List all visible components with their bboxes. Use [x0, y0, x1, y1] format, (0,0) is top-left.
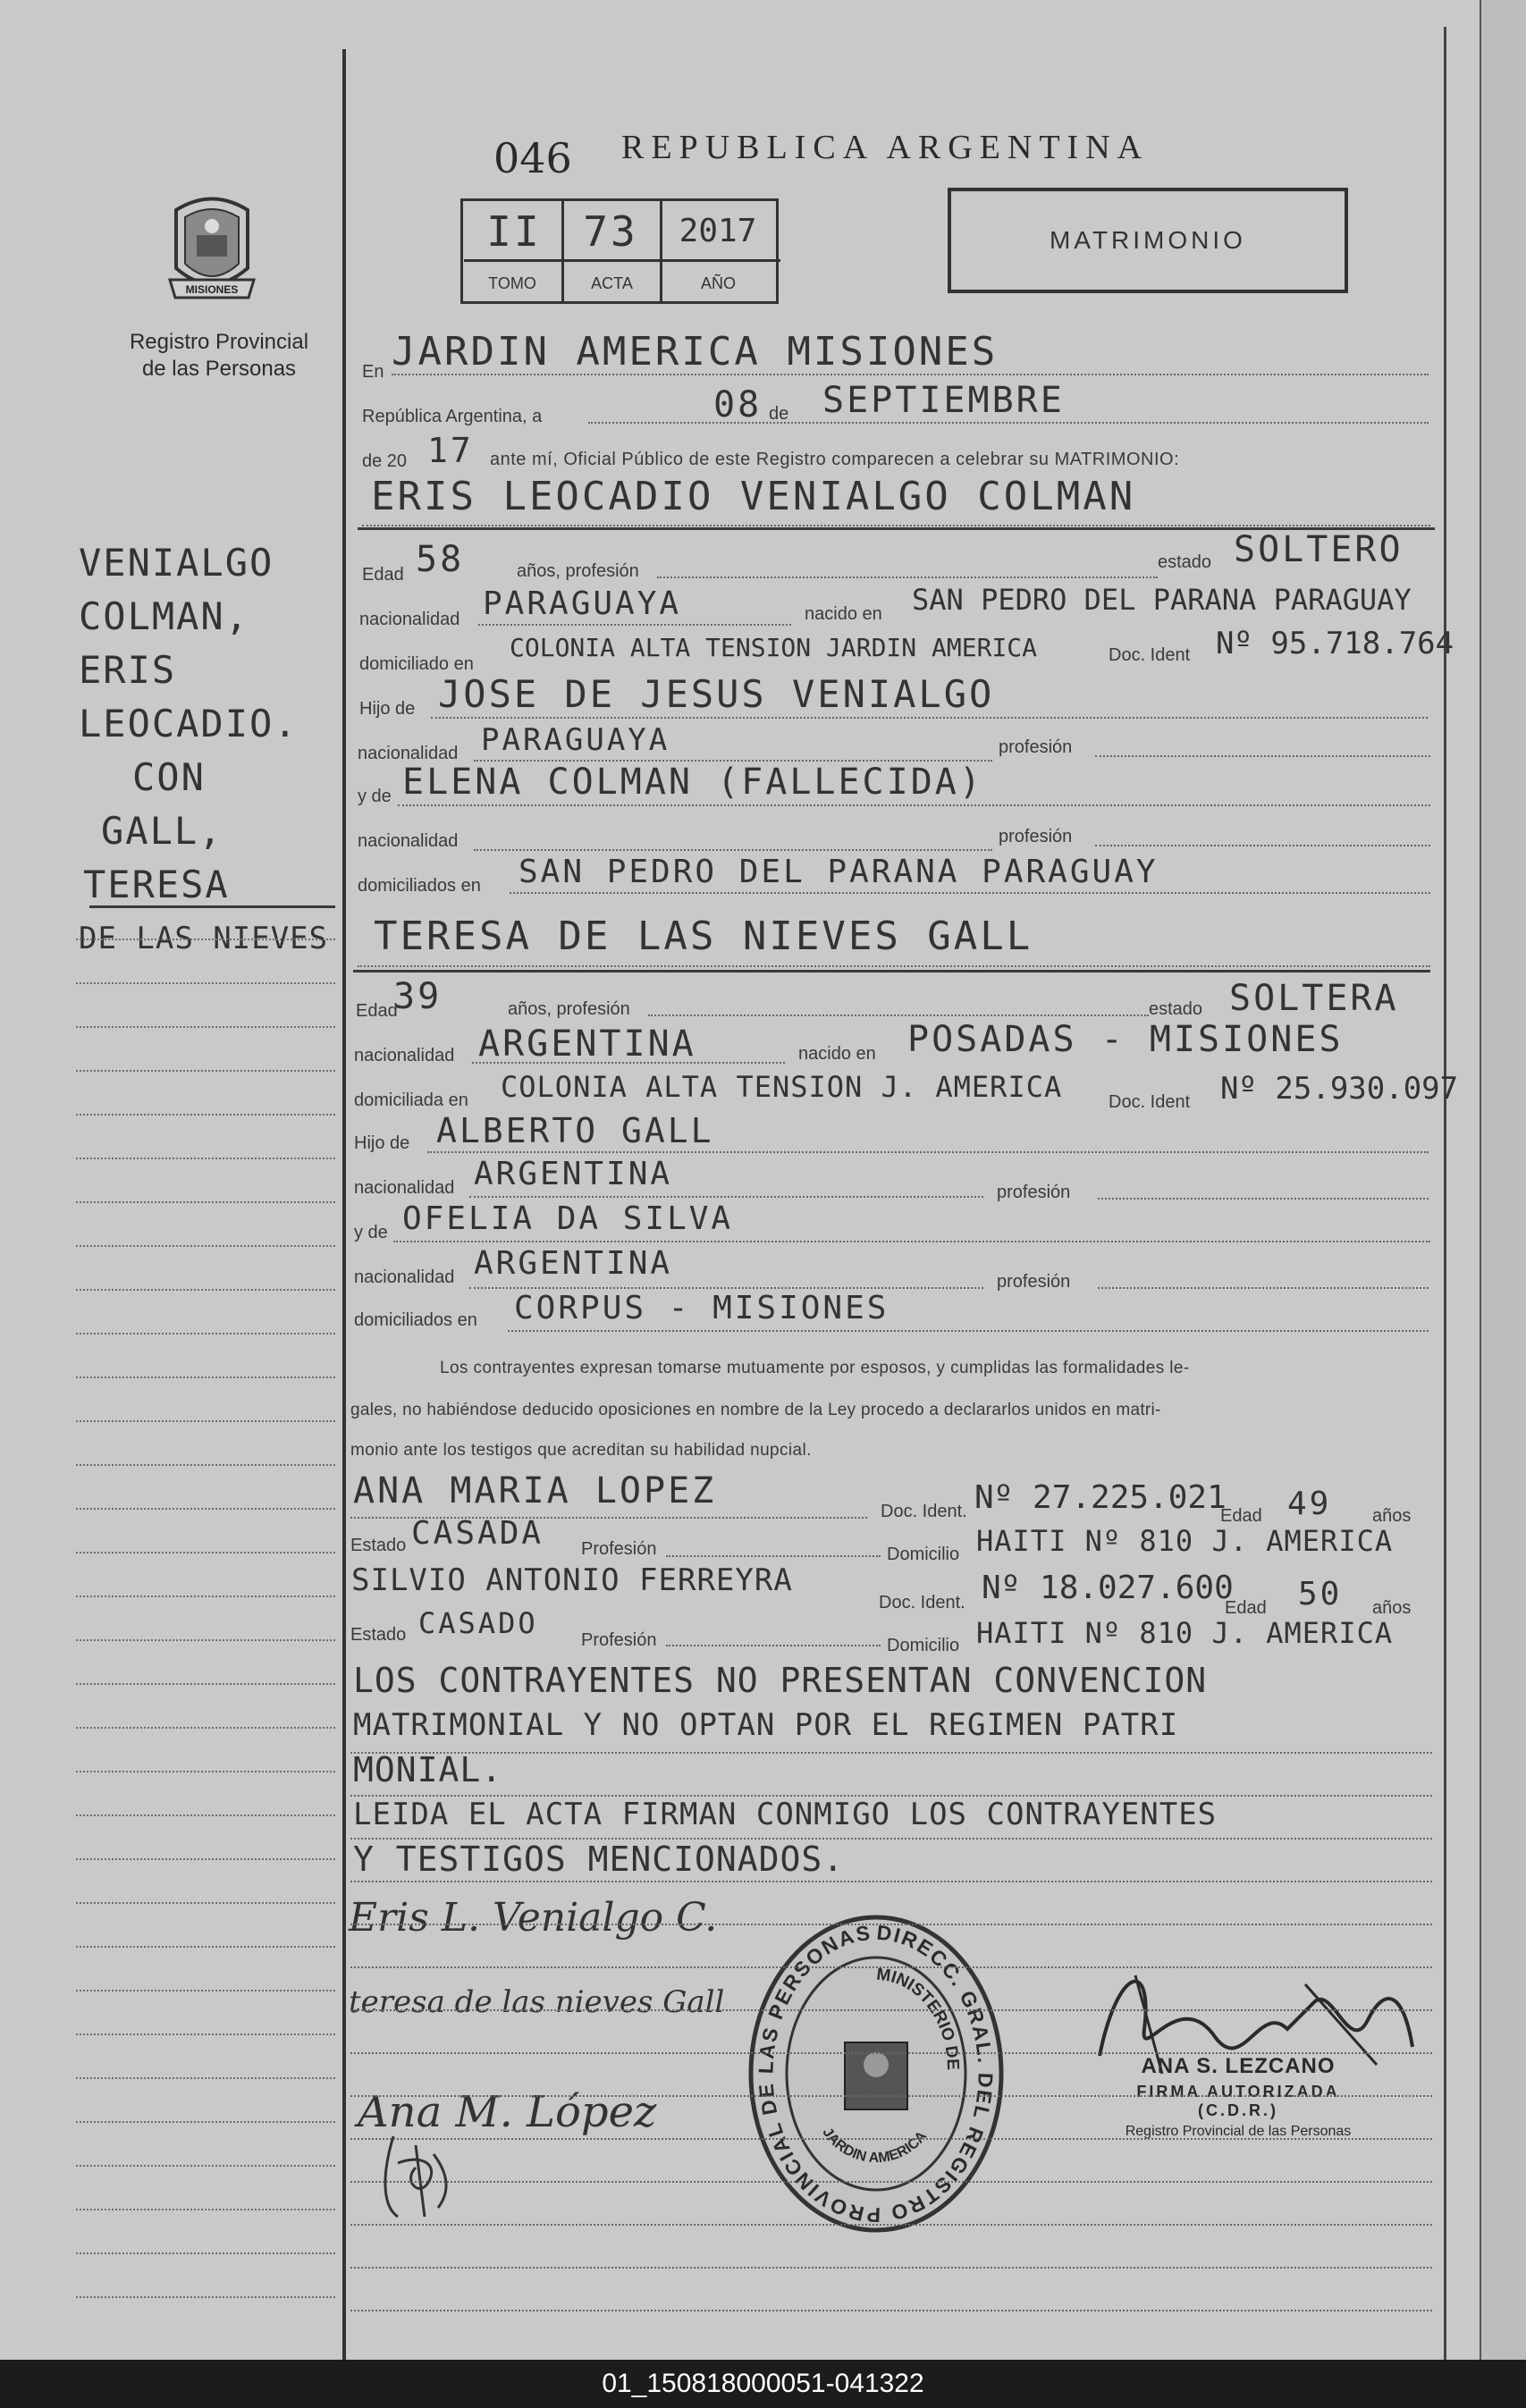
margin-rule: [76, 1201, 335, 1203]
margin-line: DE LAS NIEVES: [79, 921, 329, 956]
bride-father: ALBERTO GALL: [436, 1111, 714, 1150]
margin-rule: [76, 1596, 335, 1597]
groom-doc-label: Doc. Ident: [1109, 645, 1191, 665]
margin-rule: [76, 2165, 335, 2167]
witness1-anos-label: años: [1372, 1506, 1412, 1526]
margin-rule: [76, 1464, 335, 1466]
groom-name: ERIS LEOCADIO VENIALGO COLMAN: [371, 474, 1136, 519]
witness1-edad: 49: [1287, 1486, 1332, 1522]
bride-parents-dom-label: domiciliados en: [354, 1310, 477, 1330]
year-suffix: 17: [427, 431, 474, 470]
margin-rule: [76, 1333, 335, 1335]
declaration-line2: gales, no habiéndose deducido oposiciones en nombre de la Ley procedo a declararlos unidos en matri-: [350, 1401, 1161, 1419]
groom-parents-dom: SAN PEDRO DEL PARANA PARAGUAY: [519, 854, 1159, 890]
province-emblem: [163, 192, 261, 308]
emblem-text: MISIONES: [185, 283, 239, 296]
page-number: 046: [493, 134, 572, 182]
body-rule: [350, 2095, 1432, 2097]
witness2-edad: 50: [1298, 1576, 1343, 1612]
bride-edad: 39: [393, 976, 443, 1017]
seal-inner-text: MINISTERIO DE: [875, 1965, 963, 2071]
witness2-prof-label: Profesión: [581, 1630, 657, 1650]
groom-edad-label: Edad: [362, 565, 404, 585]
bride-domicilio: COLONIA ALTA TENSION J. AMERICA: [501, 1070, 1063, 1104]
seal-ring-text: DIRECC. GRAL. DEL REGISTRO PROVINCIAL DE LAS PERSONAS: [754, 1920, 998, 2227]
margin-rule: [76, 1420, 335, 1422]
margin-divider: [342, 49, 346, 2360]
bride-father-prof-label: profesión: [997, 1183, 1071, 1202]
signature-witness2: [367, 2127, 465, 2226]
signature-groom: Eris L. Venialgo C.: [349, 1895, 718, 1941]
margin-rule: [76, 1508, 335, 1510]
bride-parents-dom: CORPUS - MISIONES: [514, 1290, 889, 1326]
groom-mother-label: y de: [358, 787, 392, 806]
de-label: de: [769, 404, 789, 424]
bride-father-nac-label: nacionalidad: [354, 1178, 455, 1198]
body-rule: [350, 1752, 1432, 1754]
margin-rule: [76, 1552, 335, 1553]
witness1-estado-label: Estado: [350, 1536, 407, 1555]
body-rule: [350, 1881, 1432, 1882]
margin-rule: [76, 1858, 335, 1860]
margin-rule: [76, 939, 335, 940]
body-rule: [350, 2009, 1432, 2011]
declaration-line3: monio ante los testigos que acreditan su habilidad nupcial.: [350, 1441, 812, 1460]
bride-name: TERESA DE LAS NIEVES GALL: [374, 914, 1033, 959]
groom-mother-nac-label: nacionalidad: [358, 831, 459, 851]
intro-text: ante mí, Oficial Público de este Registro comparecen a celebrar su MATRIMONIO:: [490, 450, 1180, 469]
acta-label: ACTA: [591, 274, 633, 292]
registry-name: [107, 329, 331, 383]
day-value: 08: [713, 384, 763, 425]
witness2-doc-label: Doc. Ident.: [879, 1593, 965, 1612]
bride-estado-label: estado: [1149, 999, 1203, 1019]
stamp-name: ANA S. LEZCANO: [1141, 2054, 1336, 2078]
witness2-estado: CASADO: [418, 1606, 538, 1640]
witness2-doc: Nº 18.027.600: [982, 1570, 1234, 1606]
note-line: LEIDA EL ACTA FIRMAN CONMIGO LOS CONTRAYENTES: [353, 1797, 1218, 1832]
witness2-name: SILVIO ANTONIO FERREYRA: [351, 1562, 793, 1598]
bride-mother-label: y de: [354, 1223, 388, 1242]
groom-mother-prof-label: profesión: [999, 827, 1073, 846]
acta-value: 73: [583, 207, 638, 256]
margin-line: LEOCADIO.: [79, 702, 299, 745]
body-rule: [350, 2138, 1432, 2140]
place-value: JARDIN AMERICA MISIONES: [392, 329, 999, 375]
margin-line: GALL,: [101, 809, 223, 853]
bride-mother-prof-label: profesión: [997, 1272, 1071, 1292]
margin-rule: [76, 1902, 335, 1904]
margin-rule: [76, 2033, 335, 2035]
bride-doc: Nº 25.930.097: [1220, 1071, 1459, 1107]
anio-value: 2017: [679, 213, 757, 249]
groom-nacido-label: nacido en: [805, 604, 882, 624]
margin-line: COLMAN,: [79, 594, 250, 638]
margin-rule: [76, 1771, 335, 1772]
margin-line: CON: [132, 755, 206, 799]
margin-rule: [76, 1727, 335, 1729]
republica-label: República Argentina, a: [362, 407, 543, 426]
witness2-edad-label: Edad: [1225, 1598, 1267, 1618]
body-rule: [350, 2310, 1432, 2311]
margin-rule: [76, 2121, 335, 2123]
margin-rule: [76, 2252, 335, 2254]
groom-dom-label: domiciliado en: [359, 654, 474, 674]
body-rule: [350, 2267, 1432, 2269]
document-id-footer: 01_150818000051-041322: [0, 2360, 1526, 2408]
witness1-name: ANA MARIA LOPEZ: [353, 1470, 717, 1511]
bride-hijo-label: Hijo de: [354, 1133, 410, 1153]
witness1-doc-label: Doc. Ident.: [881, 1502, 967, 1521]
signature-witness1: Ana M. López: [358, 2087, 657, 2137]
witness2-dom-label: Domicilio: [887, 1636, 960, 1655]
margin-rule: [76, 2077, 335, 2079]
country-title: REPUBLICA ARGENTINA: [621, 129, 1150, 166]
margin-line: TERESA: [83, 863, 230, 906]
margin-rule: [76, 1158, 335, 1159]
en-label: En: [362, 362, 384, 382]
groom-father: JOSE DE JESUS VENIALGO: [438, 672, 995, 716]
witness1-doc: Nº 27.225.021: [974, 1479, 1227, 1516]
groom-domicilio: COLONIA ALTA TENSION JARDIN AMERICA: [510, 633, 1038, 662]
groom-father-nac-label: nacionalidad: [358, 744, 459, 763]
note-line: LOS CONTRAYENTES NO PRESENTAN CONVENCION: [353, 1661, 1208, 1700]
witness1-estado: CASADA: [411, 1515, 544, 1552]
note-line: MONIAL.: [353, 1750, 503, 1789]
body-rule: [350, 2052, 1432, 2054]
margin-line: VENIALGO: [79, 541, 274, 585]
bride-mother-nac: ARGENTINA: [474, 1245, 673, 1282]
bride-anos-label: años, profesión: [508, 999, 630, 1019]
margin-rule: [76, 982, 335, 984]
official-seal: [742, 1908, 1010, 2239]
margin-line: ERIS: [79, 648, 177, 692]
margin-rule: [76, 2209, 335, 2210]
bride-mother: OFELIA DA SILVA: [402, 1200, 734, 1237]
body-rule: [350, 1838, 1432, 1840]
stamp-title: FIRMA AUTORIZADA: [1136, 2083, 1340, 2101]
body-rule: [350, 2181, 1432, 2183]
groom-father-prof-label: profesión: [999, 737, 1073, 757]
notes-block: [353, 1658, 1217, 1882]
bride-dom-label: domiciliada en: [354, 1090, 468, 1110]
margin-rule: [76, 1289, 335, 1291]
month-value: SEPTIEMBRE: [822, 380, 1065, 421]
bride-estado: SOLTERA: [1229, 978, 1399, 1019]
right-border: [1444, 27, 1446, 2360]
year-prefix: de 20: [362, 451, 408, 471]
act-type: MATRIMONIO: [948, 188, 1348, 293]
margin-rule: [76, 1814, 335, 1816]
bride-mother-nac-label: nacionalidad: [354, 1267, 455, 1287]
tomo-label: TOMO: [488, 274, 536, 292]
groom-estado: SOLTERO: [1234, 529, 1404, 570]
margin-rule: [76, 1639, 335, 1641]
binding-strip: [1480, 0, 1526, 2360]
body-rule: [350, 1795, 1432, 1797]
groom-hijo-label: Hijo de: [359, 699, 416, 719]
margin-rule: [76, 1245, 335, 1247]
margin-rule: [76, 1683, 335, 1685]
margin-note: [79, 536, 338, 965]
margin-rule: [76, 1026, 335, 1028]
groom-father-nac: PARAGUAYA: [481, 722, 670, 758]
declaration-line1: Los contrayentes expresan tomarse mutuamente por esposos, y cumplidas las formalidades le-: [440, 1359, 1190, 1377]
bride-nac-label: nacionalidad: [354, 1046, 455, 1065]
bride-nacido-label: nacido en: [798, 1044, 876, 1064]
groom-nacido: SAN PEDRO DEL PARANA PARAGUAY: [912, 583, 1412, 617]
bride-nacido: POSADAS - MISIONES: [907, 1019, 1344, 1060]
stamp-registry: Registro Provincial de las Personas: [1125, 2124, 1352, 2139]
signature-bride: teresa de las nieves Gall: [349, 1984, 725, 2020]
witness1-prof-label: Profesión: [581, 1539, 657, 1559]
groom-mother: ELENA COLMAN (FALLECIDA): [402, 762, 983, 803]
anio-label: AÑO: [700, 274, 736, 292]
witness2-estado-label: Estado: [350, 1625, 407, 1645]
witness2-anos-label: años: [1372, 1598, 1412, 1618]
bride-doc-label: Doc. Ident: [1109, 1092, 1191, 1112]
note-line: Y TESTIGOS MENCIONADOS.: [353, 1840, 845, 1879]
margin-rule: [76, 1990, 335, 1991]
groom-anos-label: años, profesión: [517, 561, 639, 581]
official-stamp: [1122, 2054, 1354, 2140]
groom-nacionalidad: PARAGUAYA: [483, 585, 682, 622]
witness1-dom-label: Domicilio: [887, 1545, 960, 1564]
margin-rule: [76, 1377, 335, 1378]
witness1-edad-label: Edad: [1220, 1506, 1262, 1526]
groom-edad: 58: [416, 539, 465, 580]
witness1-domicilio: HAITI Nº 810 J. AMERICA: [976, 1524, 1394, 1558]
body-rule: [350, 2224, 1432, 2226]
tomo-value: II: [486, 207, 542, 256]
stamp-cdr: (C.D.R.): [1198, 2101, 1278, 2119]
seal-bottom-text: JARDIN AMERICA: [819, 2125, 931, 2167]
groom-doc: Nº 95.718.764: [1216, 626, 1454, 661]
body-rule: [350, 1924, 1432, 1925]
margin-rule: [76, 1946, 335, 1948]
registry-line1: Registro Provincial: [129, 330, 309, 354]
margin-rule: [76, 2296, 335, 2298]
bride-nacionalidad: ARGENTINA: [478, 1023, 696, 1065]
bride-edad-label: Edad: [356, 1001, 398, 1021]
margin-rule: [76, 1114, 335, 1116]
groom-parents-dom-label: domiciliados en: [358, 876, 481, 896]
registry-line2: de las Personas: [141, 357, 297, 381]
margin-rule: [76, 1070, 335, 1072]
note-line: MATRIMONIAL Y NO OPTAN POR EL REGIMEN PATRI: [353, 1707, 1179, 1743]
body-rule: [350, 1966, 1432, 1968]
witness2-domicilio: HAITI Nº 810 J. AMERICA: [976, 1616, 1394, 1650]
bride-father-nac: ARGENTINA: [474, 1156, 673, 1192]
groom-estado-label: estado: [1158, 552, 1212, 572]
groom-nac-label: nacionalidad: [359, 610, 460, 629]
